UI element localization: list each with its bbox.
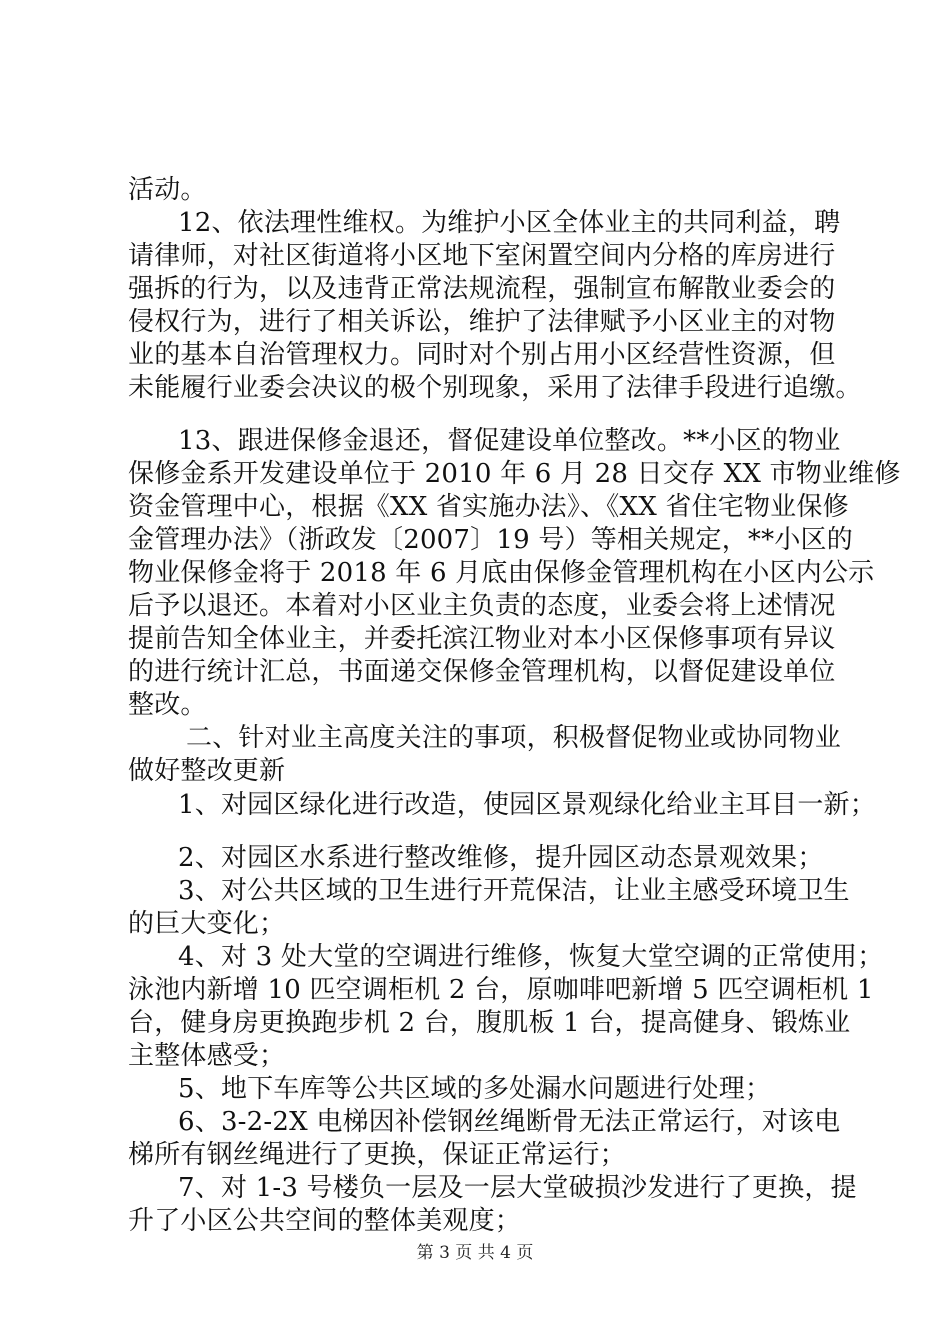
text-line: 侵权行为，进行了相关诉讼，维护了法律赋予小区业主的对物 bbox=[128, 307, 836, 337]
text-line: 活动。 bbox=[128, 175, 207, 205]
text-line: 的进行统计汇总，书面递交保修金管理机构，以督促建设单位 bbox=[128, 657, 836, 687]
list-item: 5、地下车库等公共区域的多处漏水问题进行处理； bbox=[178, 1074, 772, 1104]
text-line: 资金管理中心，根据《XX 省实施办法》、《XX 省住宅物业保修 bbox=[128, 492, 849, 522]
list-item: 泳池内新增 10 匹空调柜机 2 台，原咖啡吧新增 5 匹空调柜机 1 bbox=[128, 975, 874, 1005]
list-item: 4、对 3 处大堂的空调进行维修，恢复大堂空调的正常使用； bbox=[178, 942, 884, 972]
list-item: 升了小区公共空间的整体美观度； bbox=[128, 1206, 522, 1236]
text-line: 未能履行业委会决议的极个别现象，采用了法律手段进行追缴。 bbox=[128, 373, 862, 403]
text-line: 12、依法理性维权。为维护小区全体业主的共同利益，聘 bbox=[178, 208, 841, 238]
text-line: 请律师，对社区街道将小区地下室闲置空间内分格的库房进行 bbox=[128, 241, 836, 271]
list-item: 1、对园区绿化进行改造，使园区景观绿化给业主耳目一新； bbox=[178, 790, 876, 820]
list-item: 2、对园区水系进行整改维修，提升园区动态景观效果； bbox=[178, 843, 824, 873]
section-heading: 二、针对业主高度关注的事项，积极督促物业或协同物业 bbox=[186, 723, 842, 753]
text-line: 保修金系开发建设单位于 2010 年 6 月 28 日交存 XX 市物业维修 bbox=[128, 459, 901, 489]
list-item: 的巨大变化； bbox=[128, 909, 286, 939]
list-item: 主整体感受； bbox=[128, 1041, 286, 1071]
list-item: 3、对公共区域的卫生进行开荒保洁，让业主感受环境卫生 bbox=[178, 876, 850, 906]
text-line: 强拆的行为，以及违背正常法规流程，强制宣布解散业委会的 bbox=[128, 274, 836, 304]
page-number-footer: 第 3 页 共 4 页 bbox=[416, 1243, 534, 1263]
list-item: 梯所有钢丝绳进行了更换，保证正常运行； bbox=[128, 1140, 626, 1170]
text-line: 金管理办法》（浙政发〔2007〕19 号）等相关规定，**小区的 bbox=[128, 525, 853, 555]
text-line: 13、跟进保修金退还，督促建设单位整改。**小区的物业 bbox=[178, 426, 841, 456]
section-heading: 做好整改更新 bbox=[128, 756, 286, 786]
text-line: 提前告知全体业主，并委托滨江物业对本小区保修事项有异议 bbox=[128, 624, 836, 654]
list-item: 6、3-2-2X 电梯因补偿钢丝绳断骨无法正常运行，对该电 bbox=[178, 1107, 841, 1137]
list-item: 台，健身房更换跑步机 2 台，腹肌板 1 台，提高健身、锻炼业 bbox=[128, 1008, 851, 1038]
text-line: 后予以退还。本着对小区业主负责的态度，业委会将上述情况 bbox=[128, 591, 836, 621]
text-line: 物业保修金将于 2018 年 6 月底由保修金管理机构在小区内公示 bbox=[128, 558, 875, 588]
list-item: 7、对 1-3 号楼负一层及一层大堂破损沙发进行了更换，提 bbox=[178, 1173, 857, 1203]
text-line: 业的基本自治管理权力。同时对个别占用小区经营性资源，但 bbox=[128, 340, 836, 370]
text-line: 整改。 bbox=[128, 690, 207, 720]
